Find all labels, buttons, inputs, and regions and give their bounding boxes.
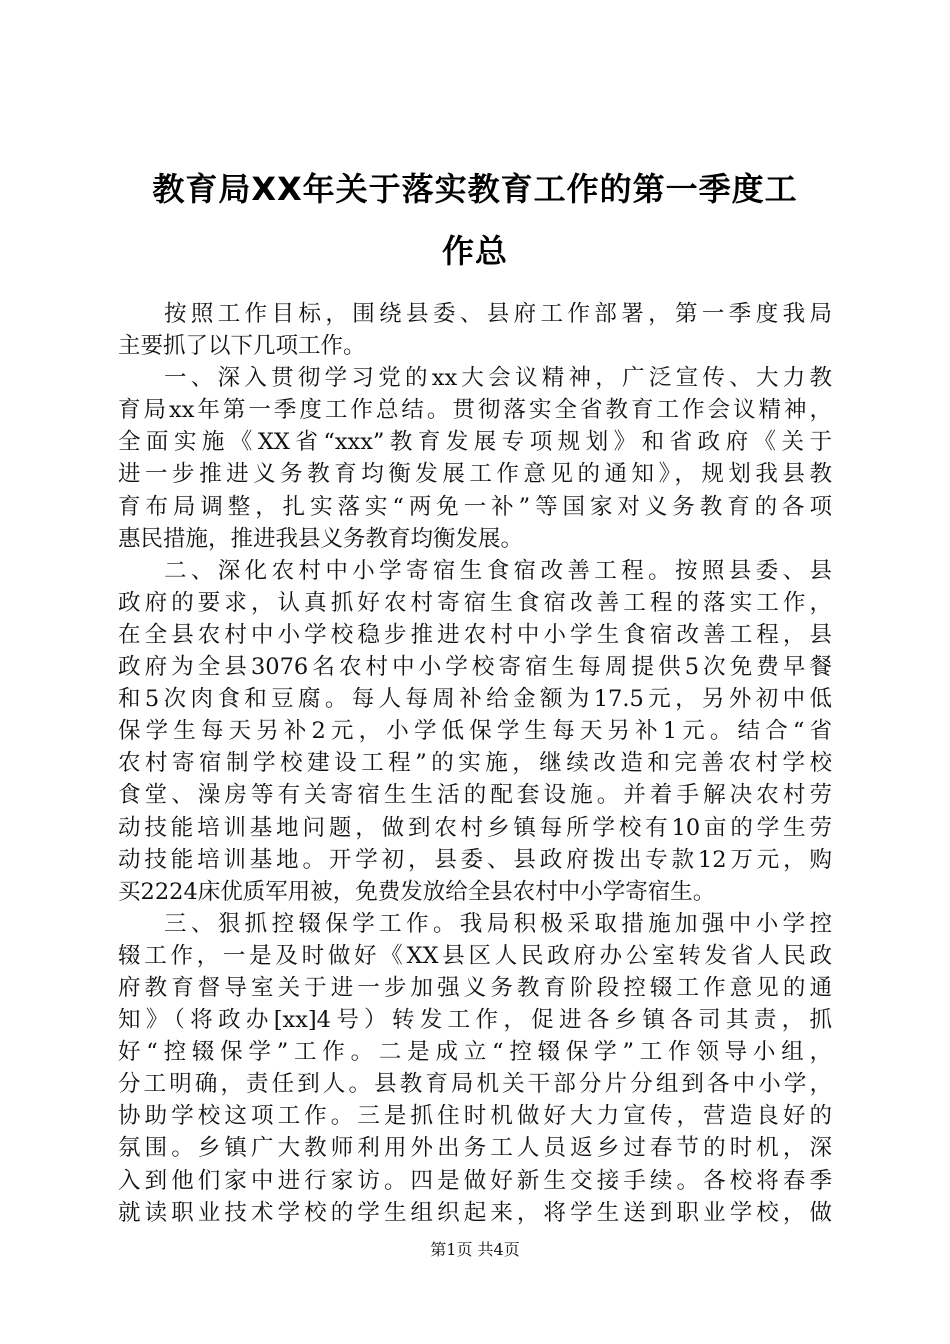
text-line: 主要抓了以下几项工作。 <box>118 333 366 360</box>
text-line: 动技能培训基地。开学初，县委、县政府拨出专款12万元，购 <box>118 846 832 873</box>
text-line: 协助学校这项工作。三是抓住时机做好大力宣传，营造良好的 <box>118 1103 832 1130</box>
text-line: 农村寄宿制学校建设工程”的实施，继续改造和完善农村学校 <box>118 750 832 777</box>
text-line: 进一步推进义务教育均衡发展工作意见的通知》，规划我县教 <box>118 461 832 488</box>
text-line: 按照工作目标，围绕县委、县府工作部署，第一季度我局 <box>164 301 832 327</box>
text-line: 好“控辍保学”工作。二是成立“控辍保学”工作领导小组， <box>118 1039 832 1066</box>
text-line: 氛围。乡镇广大教师利用外出务工人员返乡过春节的时机，深 <box>118 1135 832 1162</box>
paragraph-intro <box>118 298 832 362</box>
title-line-2: 作总 <box>441 232 508 270</box>
text-line: 二、深化农村中小学寄宿生食宿改善工程。按照县委、县 <box>164 557 832 584</box>
text-line: 知》（将政办[xx]4号）转发工作，促进各乡镇各司其责，抓 <box>118 1007 832 1034</box>
text-line: 在全县农村中小学校稳步推进农村中小学生食宿改善工程，县 <box>118 621 832 648</box>
text-line: 政府为全县3076名农村中小学校寄宿生每周提供5次免费早餐 <box>118 654 832 681</box>
text-line: 育局xx年第一季度工作总结。贯彻落实全省教育工作会议精神， <box>118 397 832 424</box>
text-line: 和5次肉食和豆腐。每人每周补给金额为17.5元，另外初中低 <box>118 686 832 713</box>
text-line: 保学生每天另补2元，小学低保学生每天另补1元。结合“省 <box>118 718 832 745</box>
document-body <box>118 298 832 1229</box>
document-title <box>60 158 890 282</box>
text-line: 一、深入贯彻学习党的xx大会议精神，广泛宣传、大力教 <box>164 365 832 392</box>
text-line: 食堂、澡房等有关寄宿生生活的配套设施。并着手解决农村劳 <box>118 782 832 809</box>
page-footer: 第1页 共4页 <box>430 1240 520 1259</box>
paragraph-section-1 <box>118 362 832 555</box>
text-line: 育布局调整，扎实落实“两免一补”等国家对义务教育的各项 <box>118 493 832 520</box>
title-line-1: 教育局XX年关于落实教育工作的第一季度工 <box>152 170 798 208</box>
text-line: 买2224床优质军用被，免费发放给全县农村中小学寄宿生。 <box>118 878 716 905</box>
text-line: 入到他们家中进行家访。四是做好新生交接手续。各校将春季 <box>118 1167 832 1194</box>
paragraph-section-3 <box>118 908 832 1229</box>
text-line: 惠民措施，推进我县义务教育均衡发展。 <box>118 525 524 552</box>
paragraph-section-2 <box>118 555 832 908</box>
text-line: 全面实施《XX省“xxx”教育发展专项规划》和省政府《关于 <box>118 429 832 456</box>
text-line: 三、狠抓控辍保学工作。我局积极采取措施加强中小学控 <box>164 910 832 937</box>
text-line: 政府的要求，认真抓好农村寄宿生食宿改善工程的落实工作， <box>118 589 832 616</box>
text-line: 府教育督导室关于进一步加强义务教育阶段控辍工作意见的通 <box>118 974 832 1001</box>
text-line: 辍工作，一是及时做好《XX县区人民政府办公室转发省人民政 <box>118 942 832 969</box>
text-line: 就读职业技术学校的学生组织起来，将学生送到职业学校，做 <box>118 1199 832 1226</box>
text-line: 动技能培训基地问题，做到农村乡镇每所学校有10亩的学生劳 <box>118 814 832 841</box>
text-line: 分工明确，责任到人。县教育局机关干部分片分组到各中小学， <box>118 1071 832 1098</box>
